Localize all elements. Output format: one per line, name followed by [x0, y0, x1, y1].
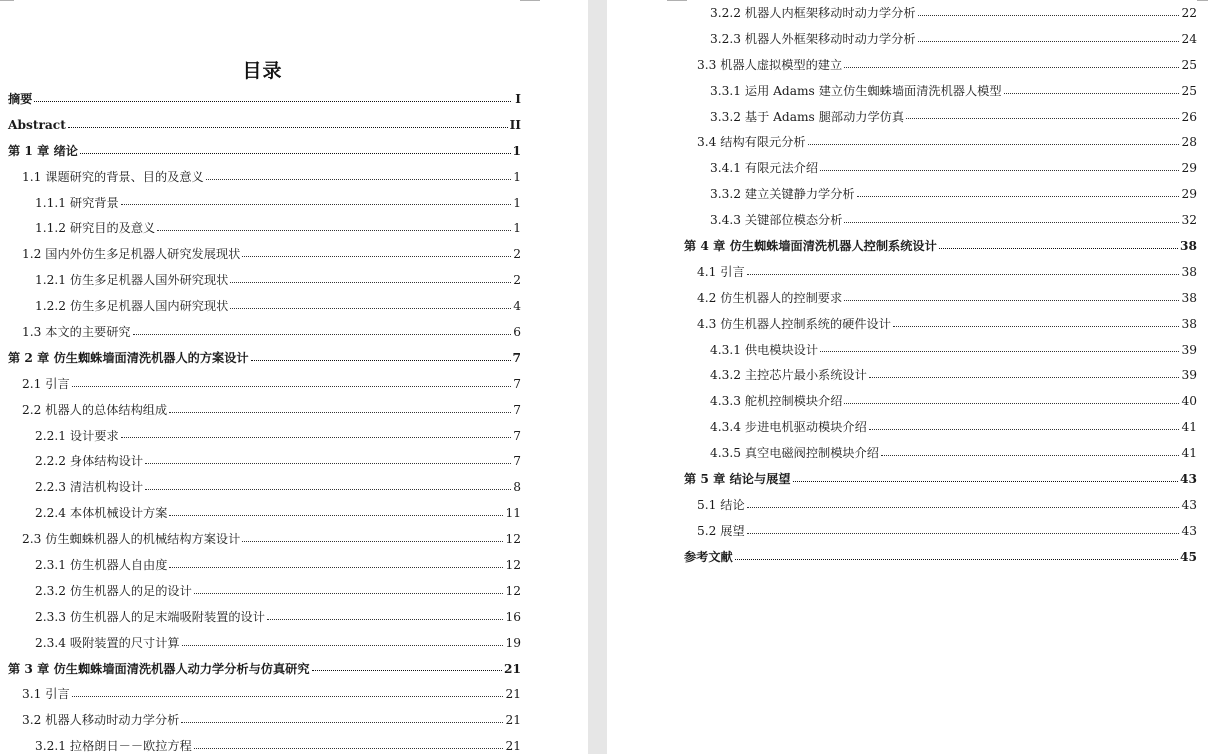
toc-entry-title: 3.3.2 建立关键静力学分析 [710, 187, 855, 202]
toc-entry-title: 第 3 章 仿生蜘蛛墙面清洗机器人动力学分析与仿真研究 [8, 661, 310, 676]
toc-entry-page-number: 26 [1181, 109, 1197, 124]
toc-entry-page-number: 25 [1181, 57, 1197, 72]
toc-entry-title: 4.3.3 舵机控制模块介绍 [710, 394, 843, 409]
toc-entry-title: 2.2 机器人的总体结构组成 [22, 402, 168, 417]
toc-entry-title: 1.1.1 研究背景 [35, 195, 119, 210]
toc-dot-leader [793, 481, 1179, 482]
toc-dot-leader [68, 127, 508, 128]
toc-dot-leader [230, 282, 511, 283]
toc-dot-leader [869, 429, 1180, 430]
toc-dot-leader [747, 533, 1180, 534]
toc-entry[interactable] [0, 449, 521, 475]
toc-entry[interactable] [607, 286, 1197, 312]
toc-entry-title: 2.3.4 吸附装置的尺寸计算 [35, 635, 180, 650]
toc-entry[interactable] [607, 312, 1197, 338]
toc-dot-leader [939, 248, 1178, 249]
toc-entry-title: 1.3 本文的主要研究 [22, 325, 131, 340]
toc-entry[interactable] [0, 708, 521, 734]
toc-entry-page-number: 38 [1180, 239, 1197, 254]
page-corner-mark [1197, 0, 1208, 1]
toc-entry[interactable] [0, 242, 521, 268]
toc-entry-title: 摘要 [8, 92, 33, 106]
toc-entry-page-number: 21 [505, 687, 521, 702]
toc-entry-page-number: 6 [513, 325, 521, 340]
toc-entry-title: 第 2 章 仿生蜘蛛墙面清洗机器人的方案设计 [8, 350, 249, 365]
toc-entry[interactable] [0, 294, 521, 320]
toc-dot-leader [844, 300, 1179, 301]
toc-entry[interactable] [607, 208, 1197, 234]
toc-entry[interactable] [0, 631, 521, 657]
toc-entry-title: 4.2 仿生机器人的控制要求 [697, 290, 843, 305]
toc-dot-leader [194, 748, 504, 749]
toc-dot-leader [747, 507, 1180, 508]
toc-entry-page-number: 38 [1181, 290, 1197, 305]
toc-entry-page-number: 29 [1181, 187, 1197, 202]
toc-entry[interactable] [0, 579, 521, 605]
toc-entry-title: 1.2.1 仿生多足机器人国外研究现状 [35, 273, 229, 288]
toc-entry-page-number: 7 [512, 350, 521, 365]
toc-entry-page-number: 7 [513, 428, 521, 443]
toc-entry-page-number: 1 [513, 195, 521, 210]
toc-entry[interactable] [607, 338, 1197, 364]
toc-dot-leader [808, 144, 1180, 145]
toc-dot-leader [34, 101, 511, 102]
toc-entry[interactable] [0, 87, 521, 113]
toc-entry-title: 4.1 引言 [697, 264, 745, 279]
toc-entry-page-number: 1 [513, 221, 521, 236]
document-page-left [0, 0, 588, 754]
toc-entry-page-number: 22 [1181, 6, 1197, 20]
toc-list-left [0, 87, 521, 754]
toc-entry-title: 3.2.1 拉格朗日－－欧拉方程 [35, 739, 192, 754]
toc-dot-leader [242, 256, 511, 257]
toc-entry-page-number: 2 [513, 247, 521, 262]
toc-entry-page-number: 1 [512, 143, 521, 158]
toc-entry[interactable] [0, 553, 521, 579]
toc-entry[interactable] [607, 389, 1197, 415]
toc-dot-leader [169, 567, 503, 568]
toc-entry[interactable] [607, 105, 1197, 131]
toc-dot-leader [869, 377, 1180, 378]
toc-dot-leader [157, 230, 511, 231]
toc-entry[interactable] [0, 216, 521, 242]
toc-entry-title: 3.3.1 运用 Adams 建立仿生蜘蛛墙面清洗机器人模型 [710, 83, 1002, 98]
toc-entry[interactable] [0, 165, 521, 191]
toc-entry-title: 2.2.4 本体机械设计方案 [35, 506, 168, 521]
toc-entry-page-number: 21 [504, 661, 521, 676]
toc-dot-leader [918, 41, 1180, 42]
toc-entry-page-number: 39 [1181, 342, 1197, 357]
toc-entry-page-number: 40 [1181, 394, 1197, 409]
toc-dot-leader [918, 15, 1180, 16]
toc-entry-page-number: 19 [505, 635, 521, 650]
toc-entry-title: 第 4 章 仿生蜘蛛墙面清洗机器人控制系统设计 [684, 239, 937, 254]
toc-entry-title: 2.2.1 设计要求 [35, 428, 119, 443]
toc-entry-page-number: I [515, 92, 521, 106]
toc-entry[interactable] [607, 260, 1197, 286]
toc-entry-page-number: 45 [1180, 549, 1197, 564]
toc-entry-page-number: 41 [1181, 446, 1197, 461]
toc-entry-page-number: 1 [513, 169, 521, 184]
toc-entry-title: 3.4.1 有限元法介绍 [710, 161, 819, 176]
toc-dot-leader [145, 463, 511, 464]
toc-entry[interactable] [0, 605, 521, 631]
toc-entry[interactable] [0, 527, 521, 553]
toc-entry-title: 1.2 国内外仿生多足机器人研究发展现状 [22, 247, 241, 262]
toc-entry[interactable] [607, 441, 1197, 467]
toc-entry[interactable] [607, 27, 1197, 53]
toc-entry-title: 3.2.2 机器人内框架移动时动力学分析 [710, 6, 916, 20]
toc-entry[interactable] [0, 424, 521, 450]
toc-entry-title: 3.1 引言 [22, 687, 70, 702]
toc-dot-leader [72, 386, 511, 387]
toc-entry-title: 4.3.1 供电模块设计 [710, 342, 819, 357]
toc-dot-leader [182, 645, 504, 646]
toc-entry-page-number: 16 [505, 609, 521, 624]
toc-entry-title: 4.3.2 主控芯片最小系统设计 [710, 368, 867, 383]
toc-dot-leader [747, 274, 1180, 275]
toc-dot-leader [169, 515, 503, 516]
toc-entry-title: 4.3.4 步进电机驱动模块介绍 [710, 420, 867, 435]
toc-dot-leader [844, 67, 1179, 68]
toc-entry-page-number: 7 [513, 454, 521, 469]
toc-entry-title: 2.3.1 仿生机器人自由度 [35, 558, 168, 573]
toc-entry-page-number: 43 [1180, 472, 1197, 487]
toc-entry-title: 4.3 仿生机器人控制系统的硬件设计 [697, 316, 891, 331]
toc-dot-leader [844, 403, 1179, 404]
toc-entry-title: 2.3 仿生蜘蛛机器人的机械结构方案设计 [22, 532, 241, 547]
toc-entry-page-number: II [509, 117, 521, 132]
toc-dot-leader [169, 412, 511, 413]
toc-entry-title: 3.4.3 关键部位模态分析 [710, 213, 843, 228]
toc-dot-leader [735, 559, 1178, 560]
toc-entry-title: 5.1 结论 [697, 497, 745, 512]
toc-entry[interactable] [0, 734, 521, 754]
toc-entry-title: 3.2.3 机器人外框架移动时动力学分析 [710, 31, 916, 46]
toc-entry[interactable] [607, 415, 1197, 441]
toc-entry-page-number: 21 [505, 739, 521, 754]
toc-dot-leader [251, 360, 511, 361]
toc-entry-page-number: 41 [1181, 420, 1197, 435]
toc-dot-leader [133, 334, 511, 335]
toc-entry-title: 4.3.5 真空电磁阀控制模块介绍 [710, 446, 879, 461]
document-page-right [607, 0, 1208, 754]
toc-entry-page-number: 21 [505, 713, 521, 728]
toc-entry-page-number: 43 [1181, 497, 1197, 512]
toc-entry-title: 3.2 机器人移动时动力学分析 [22, 713, 180, 728]
toc-dot-leader [820, 170, 1179, 171]
toc-entry[interactable] [0, 320, 521, 346]
toc-entry-page-number: 7 [513, 402, 521, 417]
toc-entry[interactable] [0, 113, 521, 139]
toc-entry-page-number: 28 [1181, 135, 1197, 150]
toc-entry-page-number: 12 [505, 558, 521, 573]
toc-entry[interactable] [0, 139, 521, 165]
toc-entry[interactable] [0, 346, 521, 372]
toc-entry[interactable] [607, 130, 1197, 156]
toc-entry-title: 3.4 结构有限元分析 [697, 135, 806, 150]
toc-title: 目录 [242, 60, 283, 82]
toc-entry[interactable] [607, 493, 1197, 519]
toc-entry-title: 3.3 机器人虚拟模型的建立 [697, 57, 843, 72]
toc-dot-leader [121, 204, 511, 205]
toc-entry-page-number: 43 [1181, 523, 1197, 538]
toc-entry[interactable] [607, 234, 1197, 260]
toc-entry[interactable] [607, 156, 1197, 182]
toc-entry[interactable] [607, 519, 1197, 545]
toc-entry[interactable] [0, 657, 521, 683]
toc-entry-title: 1.1.2 研究目的及意义 [35, 221, 156, 236]
toc-entry[interactable] [607, 363, 1197, 389]
toc-dot-leader [267, 619, 504, 620]
toc-entry[interactable] [607, 53, 1197, 79]
toc-dot-leader [1004, 93, 1180, 94]
toc-entry-title: 2.3.2 仿生机器人的足的设计 [35, 583, 192, 598]
toc-entry[interactable] [607, 1, 1197, 27]
toc-entry-page-number: 4 [513, 299, 521, 314]
toc-entry[interactable] [0, 682, 521, 708]
toc-dot-leader [242, 541, 503, 542]
toc-dot-leader [194, 593, 504, 594]
page-corner-mark [0, 0, 14, 1]
toc-dot-leader [121, 437, 511, 438]
toc-dot-leader [72, 696, 504, 697]
toc-entry-title: 参考文献 [684, 549, 733, 564]
toc-dot-leader [844, 222, 1179, 223]
toc-entry-title: 5.2 展望 [697, 523, 745, 538]
toc-entry-page-number: 8 [513, 480, 521, 495]
toc-entry-page-number: 11 [505, 506, 521, 521]
toc-entry[interactable] [0, 191, 521, 217]
toc-entry-page-number: 32 [1181, 213, 1197, 228]
toc-dot-leader [893, 326, 1180, 327]
toc-dot-leader [80, 153, 511, 154]
page-corner-mark [520, 0, 540, 1]
toc-entry-title: 3.3.2 基于 Adams 腿部动力学仿真 [710, 109, 905, 124]
toc-entry-page-number: 12 [505, 583, 521, 598]
toc-dot-leader [312, 670, 503, 671]
toc-entry[interactable] [0, 475, 521, 501]
toc-entry-page-number: 7 [513, 376, 521, 391]
toc-dot-leader [145, 489, 511, 490]
toc-entry[interactable] [607, 182, 1197, 208]
toc-entry-title: 1.2.2 仿生多足机器人国内研究现状 [35, 299, 229, 314]
toc-entry-title: 1.1 课题研究的背景、目的及意义 [22, 169, 204, 184]
toc-entry-page-number: 12 [505, 532, 521, 547]
toc-entry-title: 第 5 章 结论与展望 [684, 472, 791, 487]
toc-entry[interactable] [0, 501, 521, 527]
toc-entry-page-number: 24 [1181, 31, 1197, 46]
toc-entry-page-number: 39 [1181, 368, 1197, 383]
toc-entry[interactable] [0, 398, 521, 424]
toc-entry[interactable] [0, 268, 521, 294]
toc-entry-title: 2.2.2 身体结构设计 [35, 454, 144, 469]
toc-entry-page-number: 2 [513, 273, 521, 288]
toc-entry-page-number: 38 [1181, 264, 1197, 279]
toc-entry-title: 2.2.3 清洁机构设计 [35, 480, 144, 495]
toc-entry[interactable] [607, 79, 1197, 105]
toc-entry[interactable] [607, 467, 1197, 493]
toc-entry-title: Abstract [8, 117, 66, 132]
toc-dot-leader [820, 351, 1179, 352]
toc-entry-page-number: 38 [1181, 316, 1197, 331]
toc-entry[interactable] [607, 545, 1197, 571]
toc-dot-leader [881, 455, 1180, 456]
toc-dot-leader [857, 196, 1180, 197]
toc-dot-leader [230, 308, 511, 309]
toc-dot-leader [181, 722, 503, 723]
toc-entry-title: 2.3.3 仿生机器人的足末端吸附装置的设计 [35, 609, 265, 624]
toc-entry[interactable] [0, 372, 521, 398]
toc-entry-title: 2.1 引言 [22, 376, 70, 391]
toc-dot-leader [906, 118, 1179, 119]
toc-entry-title: 第 1 章 绪论 [8, 143, 78, 158]
toc-dot-leader [206, 179, 511, 180]
toc-list-right [607, 1, 1197, 571]
toc-entry-page-number: 25 [1181, 83, 1197, 98]
toc-entry-page-number: 29 [1181, 161, 1197, 176]
